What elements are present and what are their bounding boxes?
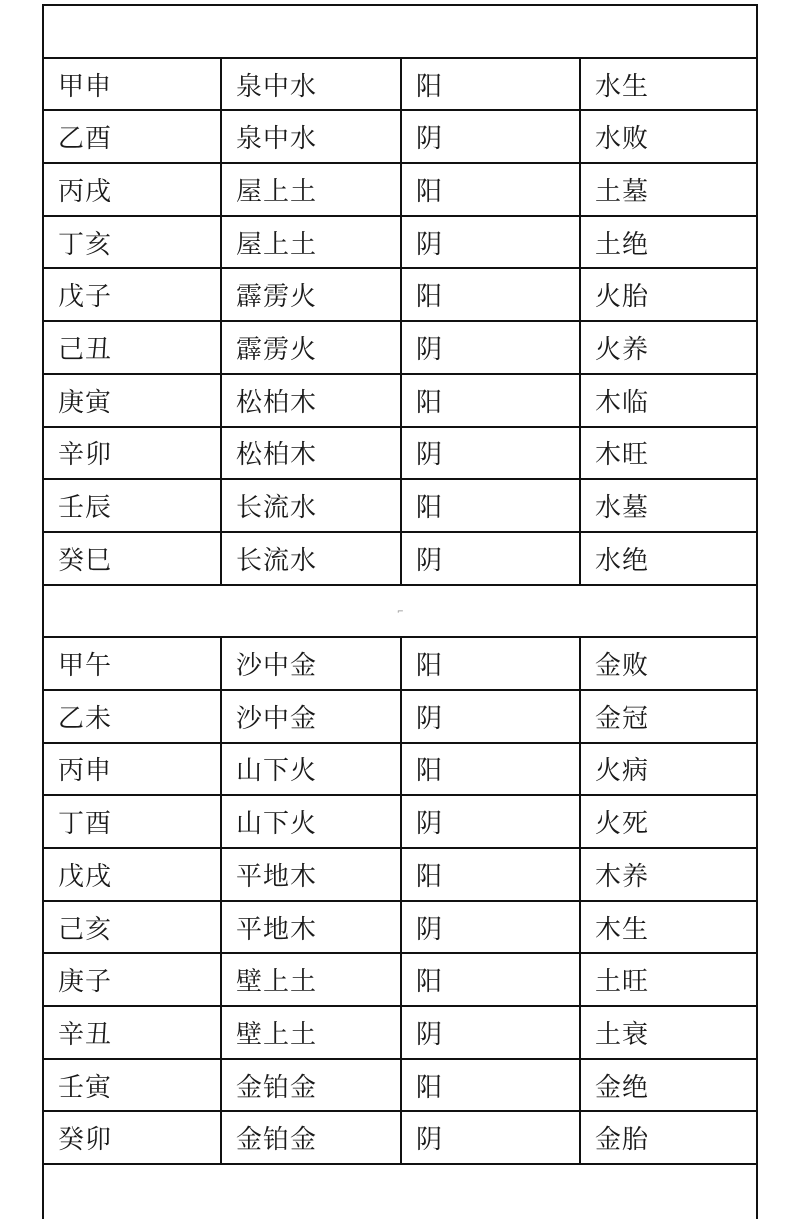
life-stage-cell: 木生 — [595, 914, 650, 945]
nayin-table — [42, 4, 758, 1219]
polarity-cell: 阴 — [402, 111, 581, 162]
stem-branch-cell: 壬辰 — [44, 480, 222, 531]
life-stage-cell: 土旺 — [595, 967, 650, 998]
nayin-element-cell: 沙中金 — [222, 691, 402, 742]
nayin-element-cell: 壁上土 — [222, 1007, 402, 1058]
polarity-cell: 阴 — [402, 796, 581, 847]
table-row — [44, 1007, 756, 1060]
polarity-cell: 阳 — [402, 1060, 581, 1111]
table-row — [44, 480, 756, 533]
polarity-cell: 阳 — [402, 954, 581, 1005]
stem-branch-cell: 己丑 — [44, 322, 222, 373]
nayin-element-cell: 山下火 — [222, 796, 402, 847]
life-stage-cell: 土墓 — [595, 176, 650, 207]
nayin-element-cell: 金铂金 — [222, 1060, 402, 1111]
table-row — [44, 691, 756, 744]
stem-branch-cell: 庚寅 — [44, 375, 222, 426]
stem-branch-cell: 丁酉 — [44, 796, 222, 847]
polarity-cell: 阳 — [402, 59, 581, 110]
table-row — [44, 533, 756, 586]
nayin-element-cell: 屋上土 — [222, 217, 402, 268]
table-group-1 — [44, 59, 756, 586]
stem-branch-cell: 戊子 — [44, 269, 222, 320]
life-stage-cell: 木养 — [595, 861, 650, 892]
life-stage-cell: 土衰 — [595, 1019, 650, 1050]
table-row — [44, 849, 756, 902]
polarity-cell: 阴 — [402, 691, 581, 742]
nayin-element-cell: 屋上土 — [222, 164, 402, 215]
nayin-element-cell: 平地木 — [222, 849, 402, 900]
life-stage-cell: 土绝 — [595, 229, 650, 260]
life-stage-cell: 金绝 — [595, 1072, 650, 1103]
polarity-cell: 阴 — [402, 1112, 581, 1163]
table-row — [44, 59, 756, 112]
polarity-cell: 阳 — [402, 744, 581, 795]
table-row — [44, 269, 756, 322]
life-stage-cell: 金胎 — [595, 1125, 650, 1156]
table-row — [44, 1112, 756, 1165]
nayin-element-cell: 松柏木 — [222, 428, 402, 479]
table-footer-blank-row — [44, 1165, 756, 1219]
life-stage-cell: 金冠 — [595, 703, 650, 734]
nayin-element-cell: 泉中水 — [222, 111, 402, 162]
life-stage-cell: 火养 — [595, 334, 650, 365]
table-row — [44, 322, 756, 375]
life-stage-cell: 火病 — [595, 756, 650, 787]
table-row — [44, 375, 756, 428]
stem-branch-cell: 庚子 — [44, 954, 222, 1005]
polarity-cell: 阴 — [402, 1007, 581, 1058]
stem-branch-cell: 癸巳 — [44, 533, 222, 584]
stem-branch-cell: 壬寅 — [44, 1060, 222, 1111]
polarity-cell: 阴 — [402, 428, 581, 479]
table-row — [44, 796, 756, 849]
life-stage-cell: 木旺 — [595, 440, 650, 471]
table-row — [44, 111, 756, 164]
life-stage-cell: 水败 — [595, 124, 650, 155]
table-row — [44, 428, 756, 481]
table-separator-row — [44, 586, 756, 639]
stem-branch-cell: 丁亥 — [44, 217, 222, 268]
table-row — [44, 164, 756, 217]
nayin-element-cell: 沙中金 — [222, 638, 402, 689]
polarity-cell: 阴 — [402, 533, 581, 584]
nayin-element-cell: 壁上土 — [222, 954, 402, 1005]
life-stage-cell: 金败 — [595, 651, 650, 682]
polarity-cell: 阳 — [402, 638, 581, 689]
table-header-blank-row — [44, 6, 756, 59]
table-row — [44, 638, 756, 691]
stem-branch-cell: 丙申 — [44, 744, 222, 795]
life-stage-cell: 水生 — [595, 71, 650, 102]
life-stage-cell: 水墓 — [595, 493, 650, 524]
stem-branch-cell: 戊戌 — [44, 849, 222, 900]
nayin-element-cell: 平地木 — [222, 902, 402, 953]
table-row — [44, 1060, 756, 1113]
polarity-cell: 阳 — [402, 269, 581, 320]
separator-mark: ⌐ — [397, 606, 404, 616]
stem-branch-cell: 甲申 — [44, 59, 222, 110]
life-stage-cell: 水绝 — [595, 545, 650, 576]
nayin-element-cell: 金铂金 — [222, 1112, 402, 1163]
life-stage-cell: 火死 — [595, 809, 650, 840]
nayin-element-cell: 霹雳火 — [222, 269, 402, 320]
polarity-cell: 阴 — [402, 322, 581, 373]
stem-branch-cell: 辛丑 — [44, 1007, 222, 1058]
life-stage-cell: 火胎 — [595, 282, 650, 313]
table-group-2 — [44, 638, 756, 1165]
nayin-element-cell: 山下火 — [222, 744, 402, 795]
polarity-cell: 阴 — [402, 902, 581, 953]
stem-branch-cell: 丙戌 — [44, 164, 222, 215]
stem-branch-cell: 乙未 — [44, 691, 222, 742]
stem-branch-cell: 乙酉 — [44, 111, 222, 162]
stem-branch-cell: 甲午 — [44, 638, 222, 689]
stem-branch-cell: 癸卯 — [44, 1112, 222, 1163]
polarity-cell: 阳 — [402, 480, 581, 531]
polarity-cell: 阳 — [402, 164, 581, 215]
polarity-cell: 阴 — [402, 217, 581, 268]
nayin-element-cell: 霹雳火 — [222, 322, 402, 373]
nayin-element-cell: 长流水 — [222, 533, 402, 584]
life-stage-cell: 木临 — [595, 387, 650, 418]
stem-branch-cell: 辛卯 — [44, 428, 222, 479]
nayin-element-cell: 泉中水 — [222, 59, 402, 110]
nayin-element-cell: 松柏木 — [222, 375, 402, 426]
table-row — [44, 954, 756, 1007]
polarity-cell: 阳 — [402, 849, 581, 900]
polarity-cell: 阳 — [402, 375, 581, 426]
table-row — [44, 902, 756, 955]
table-row — [44, 744, 756, 797]
nayin-element-cell: 长流水 — [222, 480, 402, 531]
table-row — [44, 217, 756, 270]
stem-branch-cell: 己亥 — [44, 902, 222, 953]
